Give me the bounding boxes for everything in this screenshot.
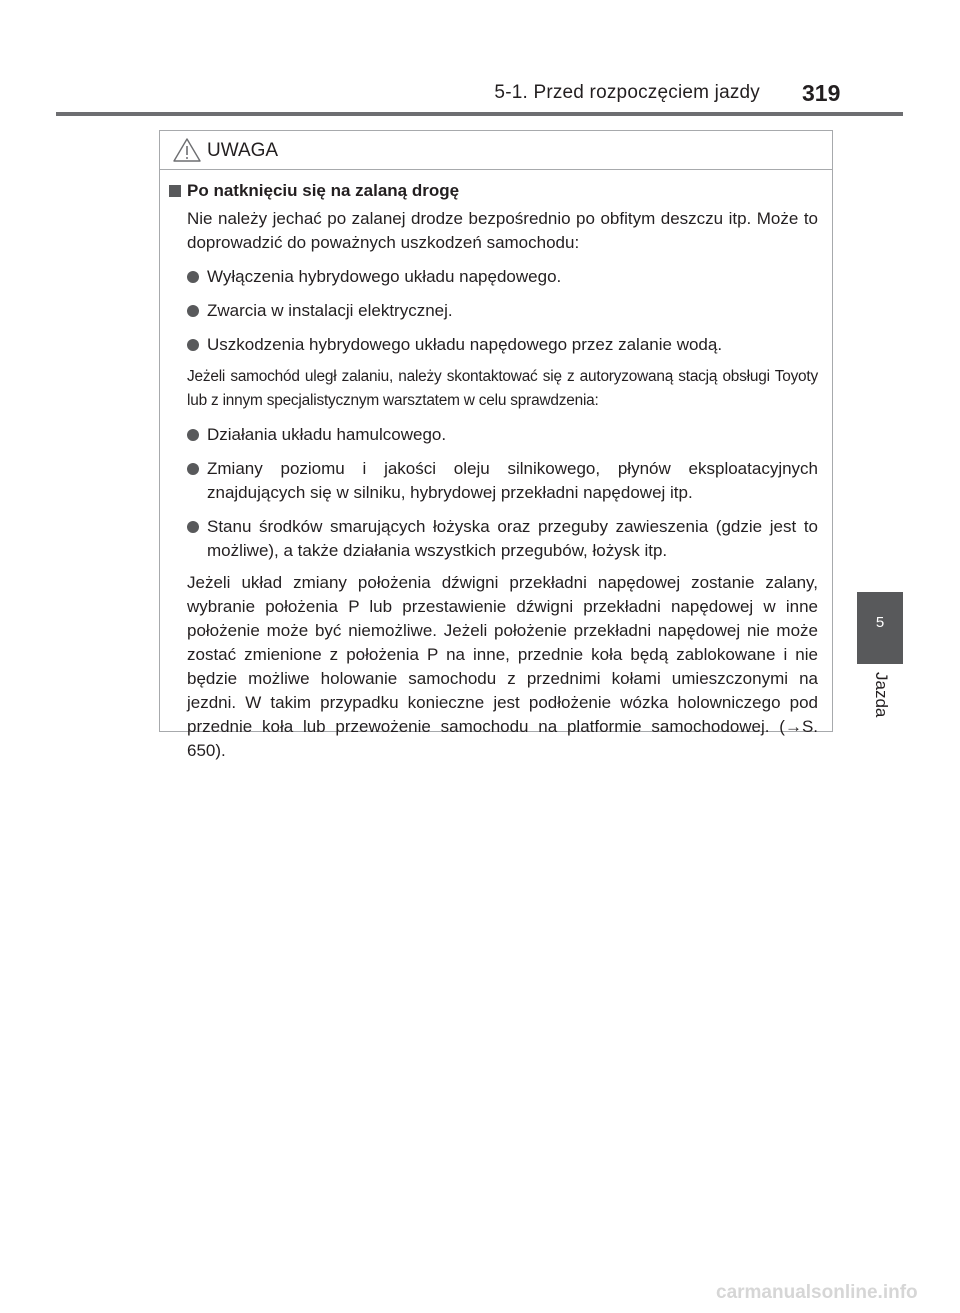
closing-text: Jeżeli układ zmiany położenia dźwigni przekładni napędowej zostanie zalany, wybranie położenia P lub przestawienie dźwigni przekładni napędowej w inne położenie może być niemożliwe. Jeżeli położenie przekładni napędowej nie może zostać zmienione z położenia P na inne, przednie koła będą zablokowane i nie będzie możliwe holowanie samochodu z przednimi kołami umieszczonymi na jezdni. W takim przypadku konieczne jest podłożenie wózka holowniczego pod przednie koła lub przewożenie samochodu na platformie samochodowej. ( — [187, 573, 818, 736]
list-item-text: Wyłączenia hybrydowego układu napędowego. — [207, 267, 562, 286]
list-item — [169, 457, 818, 505]
header-rule — [56, 112, 903, 116]
round-bullet-icon — [187, 463, 199, 475]
chapter-label: Jazda — [872, 672, 891, 718]
list-item — [169, 515, 818, 563]
page-header — [0, 0, 960, 116]
chapter-tab — [857, 592, 903, 664]
list-item-text: Uszkodzenia hybrydowego układu napędowego przez zalanie wodą. — [207, 335, 723, 354]
reference-arrow-icon: → — [784, 717, 802, 736]
round-bullet-icon — [187, 339, 199, 351]
list-item-text: Zwarcia w instalacji elektrycznej. — [207, 301, 453, 320]
warning-box — [159, 130, 833, 760]
page-number: 319 — [802, 80, 841, 106]
round-bullet-icon — [187, 429, 199, 441]
chapter-number: 5 — [875, 614, 885, 631]
round-bullet-icon — [187, 521, 199, 533]
round-bullet-icon — [187, 305, 199, 317]
list-item — [169, 265, 818, 289]
page-reference: S. 650). — [187, 717, 818, 760]
intro-paragraph: Nie należy jechać po zalanej drodze bezpośrednio po obfitym deszczu itp. Może to doprowadzić do poważnych uszkodzeń samochodu: — [187, 209, 818, 252]
round-bullet-icon — [187, 271, 199, 283]
square-bullet-icon — [169, 185, 181, 197]
warning-subheading — [169, 179, 818, 203]
closing-paragraph — [169, 571, 818, 763]
warning-title: UWAGA — [207, 140, 279, 161]
warning-triangle-icon — [172, 137, 202, 163]
list-item — [169, 299, 818, 323]
warning-body — [160, 170, 832, 763]
list-item-text: Działania układu hamulcowego. — [207, 425, 447, 444]
warning-header — [160, 131, 832, 170]
list-item — [169, 423, 818, 447]
watermark: carmanualsonline.info — [716, 1282, 918, 1303]
inspection-paragraph: Jeżeli samochód uległ zalaniu, należy skontaktować się z autoryzowaną stacją obsługi Toyoty lub z innym specjalistycznym warsztatem w celu sprawdzenia: — [187, 368, 818, 409]
list-item — [169, 333, 818, 357]
section-title: 5-1. Przed rozpoczęciem jazdy — [494, 82, 760, 103]
subheading-text: Po natknięciu się na zalaną drogę — [187, 181, 460, 200]
list-item-text: Zmiany poziomu i jakości oleju silnikowego, płynów eksploatacyjnych znajdujących się w silniku, hybrydowej przekładni napędowej itp. — [207, 459, 818, 502]
list-item-text: Stanu środków smarujących łożyska oraz przeguby zawieszenia (gdzie jest to możliwe), a także działania wszystkich przegubów, łożysk itp. — [207, 517, 818, 560]
